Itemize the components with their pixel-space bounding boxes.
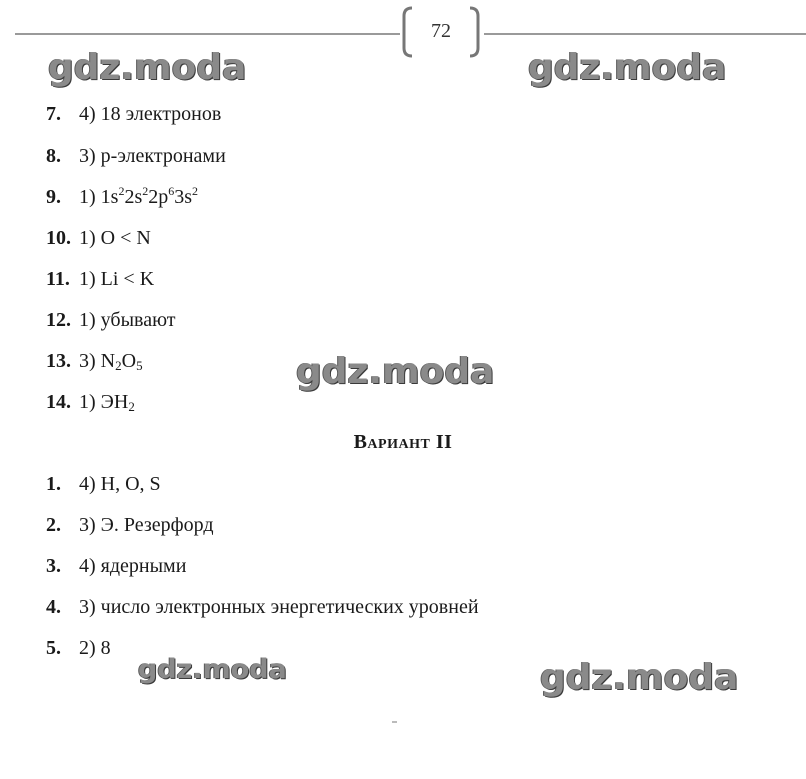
answer-item xyxy=(46,226,151,250)
watermark-logo: gdz.moda xyxy=(540,657,739,698)
scan-speck xyxy=(392,721,397,723)
answer-item xyxy=(46,595,479,619)
page-number: 72 xyxy=(431,20,451,42)
answer-text: 4) 18 электронов xyxy=(79,103,222,125)
answer-text: 3) число электронных энергетических уровней xyxy=(79,596,479,618)
answer-number: 10. xyxy=(46,227,71,249)
answer-text: 1) убывают xyxy=(79,309,176,331)
answer-item xyxy=(46,144,226,168)
answer-number: 3. xyxy=(46,555,61,577)
answer-number: 1. xyxy=(46,473,61,495)
answer-item xyxy=(46,349,143,373)
answer-number: 8. xyxy=(46,145,61,167)
answer-text: 3) $N_2O_5$ xyxy=(79,350,143,373)
page-number-frame xyxy=(402,6,480,58)
watermark-logo: gdz.moda xyxy=(138,654,287,685)
answer-number: 7. xyxy=(46,103,61,125)
answer-item xyxy=(46,554,186,578)
answer-number: 11. xyxy=(46,268,70,290)
answer-number: 13. xyxy=(46,350,71,372)
answer-text: 3) p-электронами xyxy=(79,145,226,167)
answer-number: 14. xyxy=(46,391,71,413)
answer-number: 5. xyxy=(46,637,61,659)
answer-item xyxy=(46,472,161,496)
answer-text: 3) Э. Резерфорд xyxy=(79,514,214,536)
answer-number: 12. xyxy=(46,309,71,331)
watermark-logo: gdz.moda xyxy=(48,47,247,88)
answer-number: 4. xyxy=(46,596,61,618)
answer-number: 9. xyxy=(46,186,61,208)
watermark-logo: gdz.moda xyxy=(528,47,727,88)
answer-text: 1) $ЭH_2$ xyxy=(79,391,135,414)
answer-number: 2. xyxy=(46,514,61,536)
answer-item xyxy=(46,102,221,126)
answer-item xyxy=(46,308,175,332)
answer-item xyxy=(46,267,154,291)
answer-text: 4) ядерными xyxy=(79,555,187,577)
answer-text: 4) H, O, S xyxy=(79,473,161,495)
answer-text: 1) O < N xyxy=(79,227,151,249)
answer-text: 2) 8 xyxy=(79,637,111,659)
watermark-logo: gdz.moda xyxy=(296,351,495,392)
answer-item xyxy=(46,636,111,660)
answer-item xyxy=(46,390,135,414)
answer-text: 1) $1s^22s^22p^63s^2$ xyxy=(79,184,199,208)
answer-item xyxy=(46,513,214,537)
variant-heading: Вариант II xyxy=(353,431,453,453)
header-rule-left xyxy=(15,33,400,35)
answer-item xyxy=(46,185,198,209)
answer-text: 1) Li < K xyxy=(79,268,155,290)
header-rule-right xyxy=(484,33,806,35)
